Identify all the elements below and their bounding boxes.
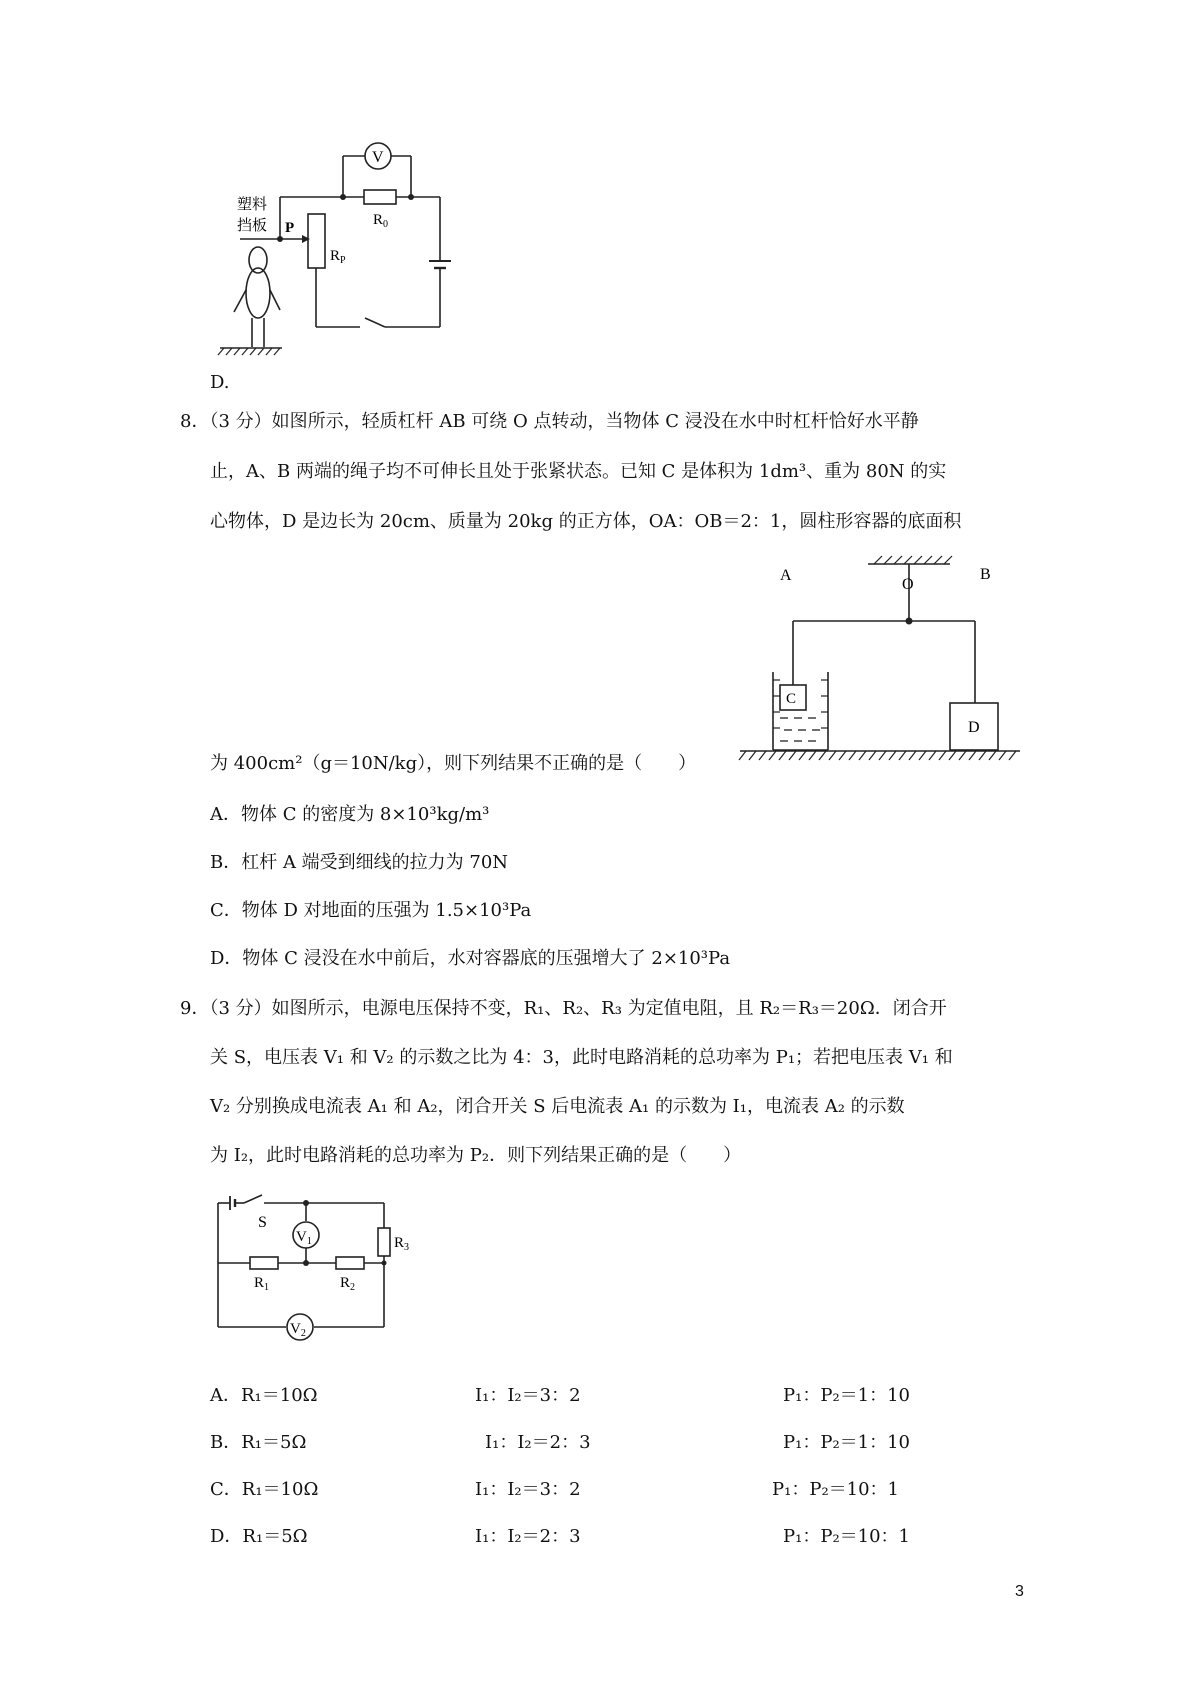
fig7d-rp-label: $R_P$ xyxy=(330,248,346,266)
q8-stem-line1: 8．（3 分）如图所示，轻质杠杆 AB 可绕 O 点转动，当物体 C 浸没在水中时杠杆恰好水平静 xyxy=(180,411,919,432)
q9-option-d-current: I₁：I₂＝2：3 xyxy=(475,1526,581,1547)
q8-option-d: D．物体 C 浸没在水中前后，水对容器底的压强增大了 2×10³Pa xyxy=(210,948,731,969)
q9-stem-line2: 关 S，电压表 V₁ 和 V₂ 的示数之比为 4：3，此时电路消耗的总功率为 P₁；若把电压表 V₁ 和 xyxy=(210,1047,953,1068)
lever-figure xyxy=(728,550,1028,770)
q9-option-a-r1: A．R₁＝10Ω xyxy=(210,1385,318,1406)
q9-option-a-power: P₁：P₂＝1：10 xyxy=(783,1385,911,1406)
q9-switch-label: S xyxy=(258,1214,267,1231)
q9-option-b-r1: B．R₁＝5Ω xyxy=(210,1432,307,1453)
lever-label-o: O xyxy=(902,576,914,593)
q9-option-c-power: P₁：P₂＝10：1 xyxy=(772,1479,900,1500)
q9-option-b-power: P₁：P₂＝1：10 xyxy=(783,1432,911,1453)
lever-label-b: B xyxy=(980,566,991,583)
q9-option-d-power: P₁：P₂＝10：1 xyxy=(783,1526,911,1547)
lever-label-d: D xyxy=(968,719,980,736)
q8-option-a: A．物体 C 的密度为 8×10³kg/m³ xyxy=(210,804,490,825)
q8-option-b: B．杠杆 A 端受到细线的拉力为 70N xyxy=(210,852,509,873)
q9-stem-line1: 9．（3 分）如图所示，电源电压保持不变，R₁、R₂、R₃ 为定值电阻，且 R₂＝R₃＝20Ω．闭合开 xyxy=(180,998,947,1019)
q9-option-d-r1: D．R₁＝5Ω xyxy=(210,1526,308,1547)
q9-r2-label: $R_2$ xyxy=(340,1275,356,1293)
q8-stem-line2: 止，A、B 两端的绳子均不可伸长且处于张紧状态。已知 C 是体积为 1dm³、重为 80N 的实 xyxy=(210,461,947,482)
lever-label-a: A xyxy=(780,567,792,584)
fig7d-option-label: D. xyxy=(210,372,230,393)
fig7d-r0-label: $R_0$ xyxy=(373,212,389,230)
q9-r1-label: $R_1$ xyxy=(254,1275,270,1293)
q8-option-c: C．物体 D 对地面的压强为 1.5×10³Pa xyxy=(210,900,532,921)
fig7d-baffle-line2: 挡板 xyxy=(237,218,268,234)
q9-v2-label: $V_2$ xyxy=(290,1321,306,1339)
lever-label-c: C xyxy=(786,691,797,707)
q9-r3-label: $R_3$ xyxy=(394,1235,410,1253)
q9-option-c-r1: C．R₁＝10Ω xyxy=(210,1479,319,1500)
fig7d-voltmeter-label: V xyxy=(372,149,384,166)
q9-option-b-current: I₁：I₂＝2：3 xyxy=(485,1432,591,1453)
circuit-figure-7d xyxy=(210,140,480,375)
q9-stem-line3: V₂ 分别换成电流表 A₁ 和 A₂，闭合开关 S 后电流表 A₁ 的示数为 I₁，电流表 A₂ 的示数 xyxy=(210,1096,905,1117)
circuit-figure-q9 xyxy=(206,1185,410,1339)
q8-stem-line3: 心物体，D 是边长为 20cm、质量为 20kg 的正方体，OA：OB＝2：1，圆柱形容器的底面积 xyxy=(210,511,962,532)
fig7d-slider-label: P xyxy=(285,220,295,236)
q9-option-a-current: I₁：I₂＝3：2 xyxy=(475,1385,581,1406)
q9-stem-line4: 为 I₂，此时电路消耗的总功率为 P₂．则下列结果正确的是（ ） xyxy=(210,1145,742,1166)
q8-stem-line4: 为 400cm²（g＝10N/kg），则下列结果不正确的是（ ） xyxy=(210,753,697,774)
fig7d-baffle-line1: 塑料 xyxy=(237,197,268,213)
q9-option-c-current: I₁：I₂＝3：2 xyxy=(475,1479,581,1500)
q9-v1-label: $V_1$ xyxy=(296,1229,312,1247)
page-number: 3 xyxy=(1015,1583,1024,1600)
